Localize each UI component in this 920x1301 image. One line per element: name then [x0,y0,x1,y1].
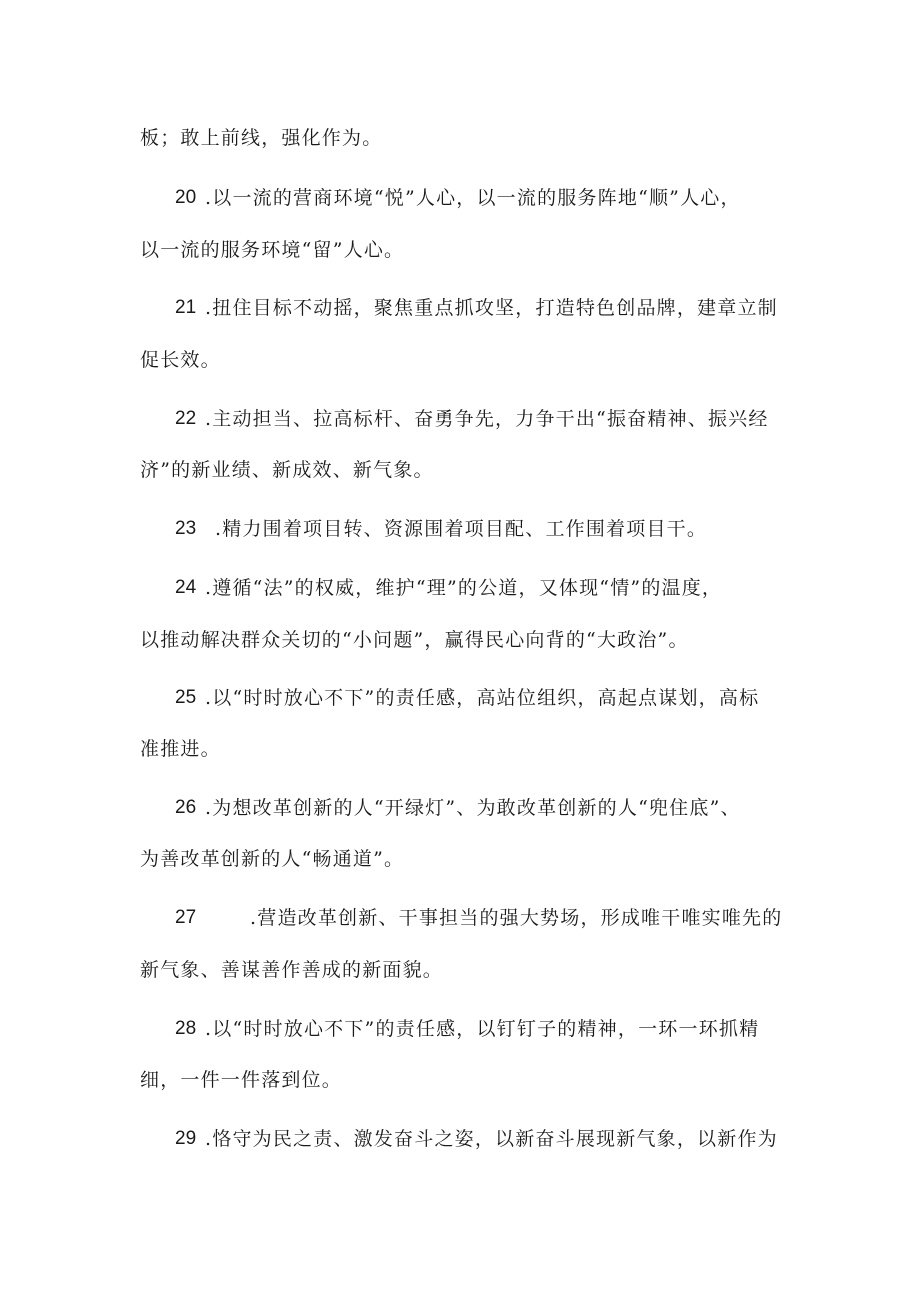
item-line-1: .主动担当、拉高标杆、奋勇争先，力争干出“振奋精神、振兴经 [205,408,769,430]
item-number: 26 [175,797,197,818]
item-line-1: .恪守为民之责、激发奋斗之姿，以新奋斗展现新气象，以新作为 [205,1128,778,1150]
item-line-1: .以“时时放心不下”的责任感，高站位组织，高起点谋划，高标 [205,687,760,709]
item-line-1: .以“时时放心不下”的责任感，以钉钉子的精神，一环一环抓精 [205,1018,760,1040]
item-line-1: .为想改革创新的人“开绿灯”、为敢改革创新的人“兜住底”、 [205,797,741,819]
item-number: 22 [175,408,197,429]
item-line-1: .以一流的营商环境“悦”人心，以一流的服务阵地“顺”人心， [205,187,741,209]
item-number: 20 [175,187,197,208]
item-number: 21 [175,297,197,318]
item-number: 29 [175,1128,197,1149]
item-line-1: .精力围着项目转、资源围着项目配、工作围着项目干。 [215,518,708,540]
item-line-2: 细，一件一件落到位。 [140,1069,343,1091]
item-line-2: 以推动解决群众关切的“小问题”，赢得民心向背的“大政治”。 [140,629,689,651]
item-line-2: 准推进。 [140,738,221,760]
item-line-1: .遵循“法”的权威，维护“理”的公道，又体现“情”的温度， [205,577,723,599]
item-number: 25 [175,687,197,708]
item-line-1: .扭住目标不动摇，聚焦重点抓攻坚，打造特色创品牌，建章立制 [205,297,778,319]
item-line-2: 以一流的服务环境“留”人心。 [140,239,405,261]
item-number: 23 [175,518,197,539]
item-number: 24 [175,577,197,598]
item-number: 27 [175,907,197,928]
lead-line: 板；敢上前线，强化作为。 [140,127,383,149]
item-number: 28 [175,1018,197,1039]
item-line-2: 为善改革创新的人“畅通道”。 [140,848,405,870]
item-line-2: 新气象、善谋善作善成的新面貌。 [140,959,444,981]
item-line-2: 促长效。 [140,349,221,371]
item-line-1: .营造改革创新、干事担当的强大势场，形成唯干唯实唯先的 [250,907,783,929]
item-line-2: 济”的新业绩、新成效、新气象。 [140,459,434,481]
